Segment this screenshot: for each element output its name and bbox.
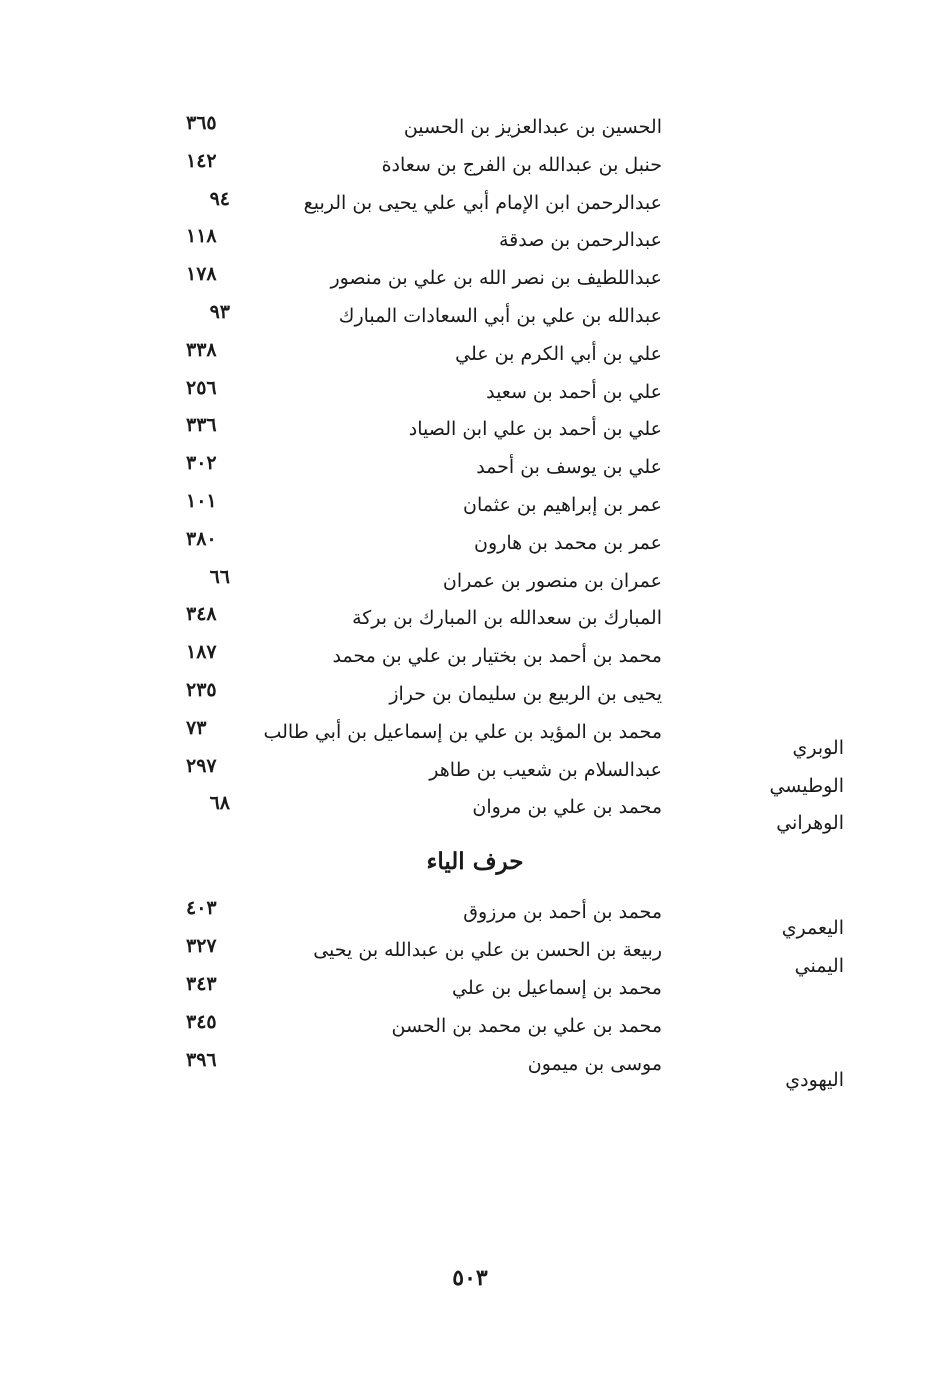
person-name: عمر بن إبراهيم بن عثمان: [463, 493, 662, 516]
person-name: عبدالرحمن ابن الإمام أبي علي يحيى بن الربيع: [303, 191, 662, 214]
nisba: الوطيسي: [769, 774, 844, 797]
person-name: علي بن أبي الكرم بن علي: [455, 342, 662, 365]
nisba: اليمني: [794, 955, 844, 977]
page-number: ٦٦: [209, 565, 230, 588]
page-number: ١٧٨: [186, 263, 217, 286]
person-name: الحسين بن عبدالعزيز بن الحسين: [403, 116, 662, 138]
index-entry: [0, 188, 940, 226]
page-number: ١٤٢: [186, 149, 217, 172]
person-name: علي بن أحمد بن علي ابن الصياد: [408, 418, 662, 441]
page-number: ٢٥٦: [186, 376, 217, 399]
index-entry: [0, 641, 940, 679]
page-folio-number: ٥٠٣: [452, 1265, 488, 1291]
page-number: ٩٤: [209, 187, 230, 210]
page-number: ٣٤٨: [186, 603, 217, 626]
index-entry: [0, 754, 940, 797]
person-name: عبدالله بن علي بن أبي السعادات المبارك: [338, 304, 662, 327]
index-entry: [0, 339, 940, 377]
index-entry: [0, 112, 940, 150]
page-number: ٧٣: [186, 716, 207, 739]
page-number: ٣٣٦: [186, 414, 217, 437]
person-name: عبداللطيف بن نصر الله بن علي بن منصور: [330, 267, 662, 290]
index-entry: [0, 301, 940, 339]
index-entry: [0, 935, 940, 977]
person-name: عمر بن محمد بن هارون: [474, 531, 662, 554]
index-list-top: [0, 112, 940, 835]
person-name: المبارك بن سعدالله بن المبارك بن بركة: [352, 607, 662, 630]
page-number: ٣٩٦: [186, 1049, 217, 1071]
nisba: الوبري: [792, 736, 844, 759]
index-entry: [0, 603, 940, 641]
page-number: ٣٤٥: [186, 1011, 217, 1033]
person-name: محمد بن أحمد بن مرزوق: [463, 901, 662, 923]
page-number: ٣٨٠: [186, 527, 217, 550]
page-number: ٤٠٣: [186, 897, 217, 919]
person-name: حنبل بن عبدالله بن الفرج بن سعادة: [381, 153, 662, 176]
page-number: ١٨٧: [186, 641, 217, 664]
page-number: ٣٤٣: [186, 973, 217, 995]
index-entry: [0, 528, 940, 566]
person-name: عمران بن منصور بن عمران: [442, 569, 662, 592]
index-entry: [0, 1011, 940, 1049]
page-number: ٣٦٥: [186, 112, 217, 134]
person-name: موسى بن ميمون: [527, 1053, 662, 1075]
person-name: محمد بن علي بن محمد بن الحسن: [391, 1015, 662, 1037]
person-name: عبدالرحمن بن صدقة: [499, 229, 662, 252]
person-name: محمد بن علي بن مروان: [472, 796, 662, 819]
nisba: اليعمري: [781, 917, 844, 939]
index-entry: [0, 679, 940, 717]
index-entry: [0, 377, 940, 415]
index-entry: [0, 973, 940, 1011]
index-list-bottom: [0, 897, 940, 1091]
page-number: ٣٣٨: [186, 338, 217, 361]
person-name: ربيعة بن الحسن بن علي بن عبدالله بن يحيى: [313, 939, 662, 961]
person-name: محمد بن إسماعيل بن علي: [452, 977, 662, 999]
index-entry: [0, 792, 940, 835]
index-entry: [0, 716, 940, 759]
person-name: عبدالسلام بن شعيب بن طاهر: [429, 758, 662, 781]
page-number: ٢٣٥: [186, 678, 217, 701]
person-name: علي بن أحمد بن سعيد: [486, 380, 662, 403]
nisba: اليهودي: [785, 1069, 844, 1091]
index-entry: [0, 225, 940, 263]
nisba: الوهراني: [776, 812, 844, 835]
index-entry: [0, 1049, 940, 1091]
index-entry: [0, 150, 940, 188]
person-name: محمد بن المؤيد بن علي بن إسماعيل بن أبي طالب: [263, 720, 662, 743]
page-number: ٣٠٢: [186, 452, 217, 475]
section-heading: حرف الياء: [426, 848, 524, 875]
person-name: يحيى بن الربيع بن سليمان بن حراز: [389, 682, 662, 705]
page-number: ٩٣: [209, 300, 230, 323]
index-entry: [0, 263, 940, 301]
page-number: ٢٩٧: [186, 754, 217, 777]
index-entry: [0, 452, 940, 490]
page-number: ٦٨: [209, 792, 230, 815]
index-entry: [0, 897, 940, 939]
index-entry: [0, 566, 940, 604]
page-number: ٣٢٧: [186, 935, 217, 957]
person-name: محمد بن أحمد بن بختيار بن علي بن محمد: [332, 645, 662, 668]
index-entry: [0, 414, 940, 452]
page-number: ١٠١: [186, 489, 217, 512]
page-number: ١١٨: [186, 225, 217, 248]
index-entry: [0, 490, 940, 528]
person-name: علي بن يوسف بن أحمد: [476, 456, 662, 479]
